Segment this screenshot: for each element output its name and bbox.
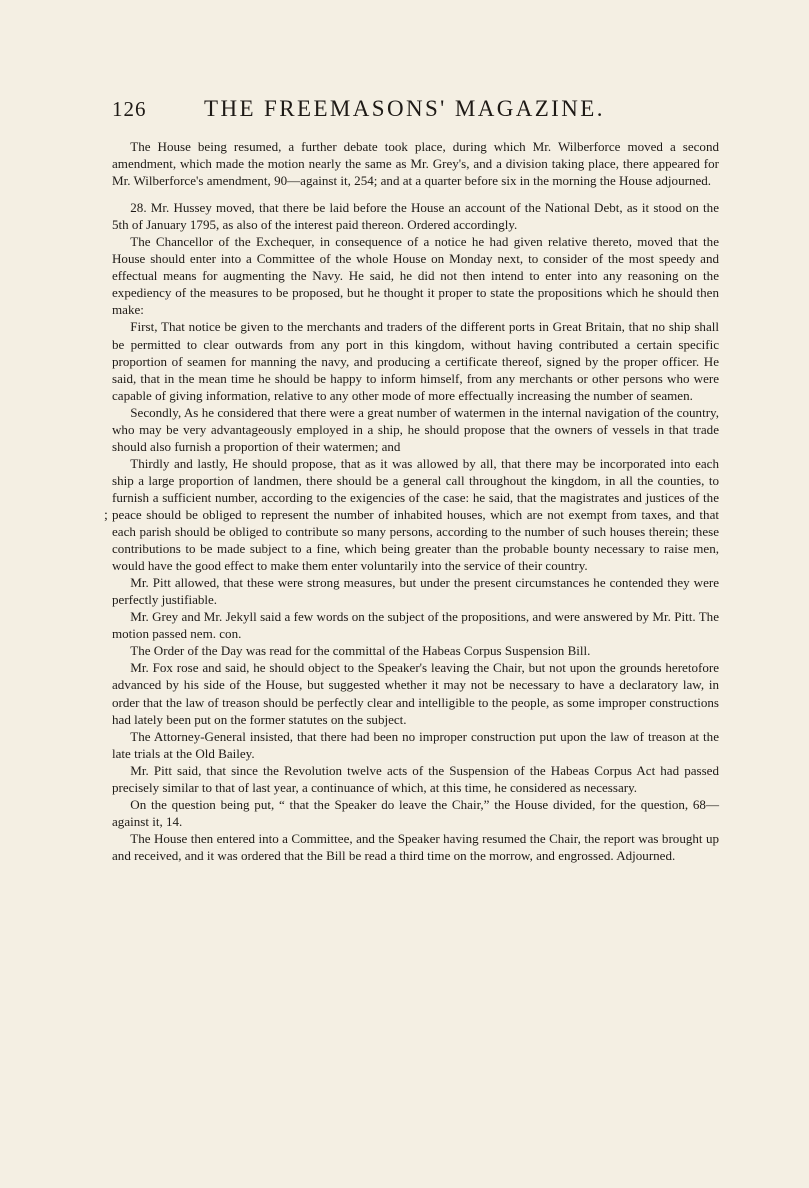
paragraph: Mr. Pitt said, that since the Revolution twelve acts of the Suspension of the Habeas Corpus Act had passed precisely similar to that of last year, a continuance of which, at this time, he considered as necessary. — [112, 762, 719, 795]
paragraph: The Order of the Day was read for the committal of the Habeas Corpus Suspension Bill. — [130, 643, 591, 659]
paragraph: The House then entered into a Committee, and the Speaker having resumed the Chair, the report was brought up and received, and it was ordered that the Bill be read a third time on the morrow, and engrossed. Adjourned. — [112, 830, 719, 863]
page-number: 126 — [112, 97, 147, 121]
paragraph: The House being resumed, a further debate took place, during which Mr. Wilberforce moved a second amendment, which made the motion nearly the same as Mr. Grey's, and a division taking place, there appeared for Mr. Wilberforce's amendment, 90—against it, 254; and at a quarter before six in the morning the House adjourned. — [112, 139, 719, 189]
paragraph: The Attorney-General insisted, that there had been no improper construction put upon the law of treason at the late trials at the Old Bailey. — [112, 728, 719, 761]
paragraph: The Chancellor of the Exchequer, in consequence of a notice he had given relative thereto, moved that the House should enter into a Committee of the whole House on Monday next, to consider of the most speedy and effectual means for augmenting the Navy. He said, he did not then intend to enter into any reasoning on the expediency of the measures to be proposed, but he thought it proper to state the propositions which he should then make: — [112, 234, 719, 318]
paragraph: Mr. Fox rose and said, he should object to the Speaker's leaving the Chair, but not upon the grounds heretofore advanced by his side of the House, but suggested whether it may not be necessary to have a declaratory law, in order that the law of treason should be perfectly clear and intelligible to the people, as some improper constructions had lately been put on the former statutes on the subject. — [112, 660, 719, 727]
margin-mark-icon: ; — [104, 508, 108, 523]
page-header — [112, 96, 719, 122]
paragraph: Thirdly and lastly, He should propose, that as it was allowed by all, that there may be incorporated into each ship a large proportion of landmen, there should be a general call throughout the kingdom, in all the counties, to furnish a sufficient number, according to the exigencies of the case: he said, that the magistrates and justices of the peace should be obliged to represent the number of inhabited houses, which are not exempt from taxes, and that each parish should be obliged to contribute so many persons, according to the number of such houses therein; these contributions to be made subject to a fine, which being greater than the probable bounty necessary to raise men, would have the good effect to make them enter voluntarily into the service of their country. — [112, 455, 719, 574]
running-head: THE FREEMASONS' MAGAZINE. — [204, 96, 605, 121]
paragraph: Secondly, As he considered that there were a great number of watermen in the internal navigation of the country, who may be very advantageously employed in a ship, he should propose that the owners of vessels in that trade should also furnish a proportion of their watermen; and — [112, 404, 719, 454]
paragraph: Mr. Pitt allowed, that these were strong measures, but under the present circumstances he contended they were perfectly justifiable. — [112, 575, 719, 608]
article-body — [112, 138, 719, 864]
paragraph: First, That notice be given to the merchants and traders of the different ports in Great Britain, that no ship shall be permitted to clear outwards from any port in this kingdom, without having contributed a certain specific proportion of seamen for manning the navy, and producing a certificate thereof, signed by the proper officer. He said, that in the mean time he should be happy to inform himself, from any merchants or other persons who were capable of giving information, relative to any other mode of more effectually increasing the number of seamen. — [112, 319, 719, 403]
paragraph: Mr. Grey and Mr. Jekyll said a few words on the subject of the propositions, and were answered by Mr. Pitt. The motion passed nem. con. — [112, 609, 719, 642]
paragraph: 28. Mr. Hussey moved, that there be laid before the House an account of the National Debt, as it stood on the 5th of January 1795, as also of the interest paid thereon. Ordered accordingly. — [112, 200, 719, 233]
paragraph: On the question being put, “ that the Speaker do leave the Chair,” the House divided, for the question, 68—against it, 14. — [112, 796, 719, 829]
